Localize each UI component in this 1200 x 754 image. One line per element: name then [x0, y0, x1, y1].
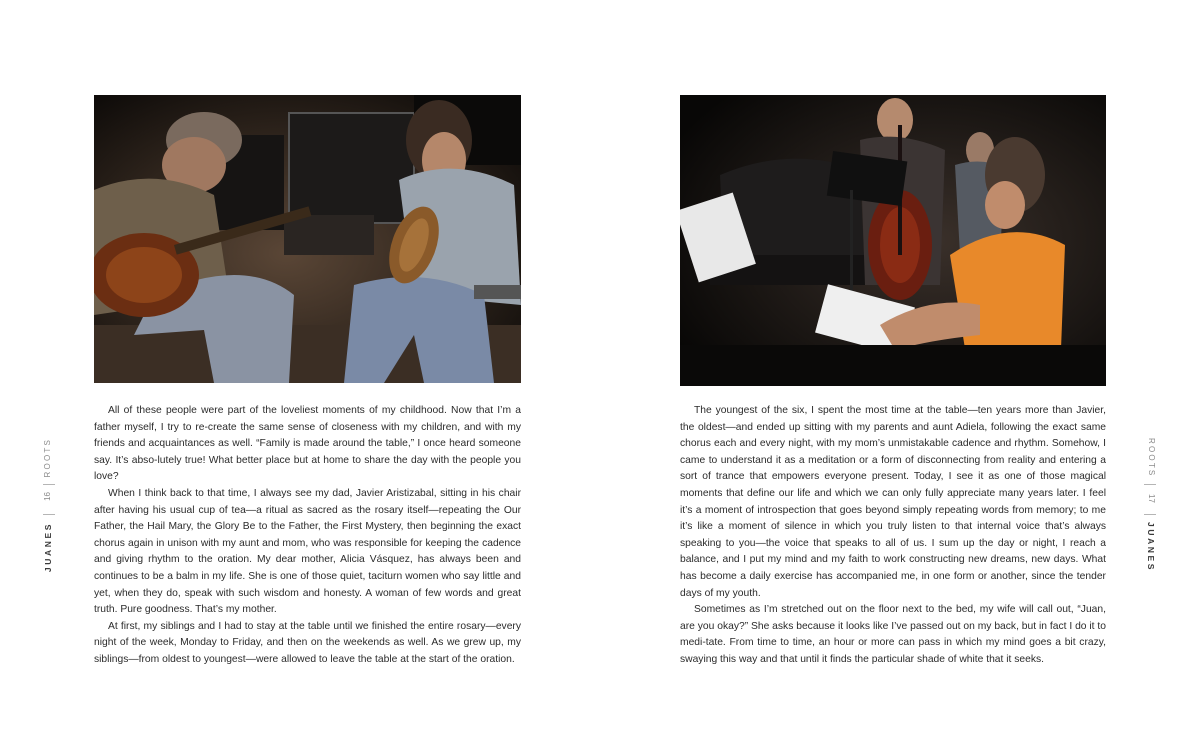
divider	[1144, 484, 1156, 485]
divider	[43, 514, 55, 515]
left-body-text	[94, 403, 521, 669]
photo-guitarists-image	[94, 95, 521, 383]
page-number: 16	[43, 492, 52, 501]
right-body-text	[680, 403, 1106, 669]
right-page	[600, 0, 1200, 754]
left-running-head	[43, 438, 55, 588]
divider	[43, 484, 55, 485]
paragraph: Sometimes as I’m stretched out on the floor next to the bed, my wife will call out, “Juan, are you okay?” She asks because it looks like I’ve passed out on my back, but in fact I do it to medi-tate. From time to time, an hour or more can pass in which my mind goes a bit crazy, swaying this way and that until it finds the particular shade of white that it seeks.	[680, 604, 1106, 665]
section-title: ROOTS	[43, 438, 52, 478]
author-name: JUANES	[1146, 522, 1156, 573]
right-running-head	[1144, 438, 1156, 588]
photo-rehearsal-image	[680, 95, 1106, 386]
paragraph: All of these people were part of the loveliest moments of my childhood. Now that I’m a father myself, I try to re-create the same sense of closeness with my children, and with my friends and acquaintances as well. “Family is made around the table,” I once heard someone say. It’s abso-lutely true! What better place but at home to share the day with the people you love?	[94, 405, 521, 483]
paragraph: The youngest of the six, I spent the most time at the table—ten years more than Javier, the oldest—and ended up sitting with my parents and aunt Adiela, following the exact same chorus each and every night, with my mom’s unmistakable cadence and rhythm. Somehow, I came to understand it as a meditation or a form of disconnecting from reality and entering a sort of trance that empowers everyone present. Today, I see it as one of those magical moments that define our life and which we can only fully appreciate many years later. I feel it’s a moment of introspection that goes beyond simply repeating words from memory; to me it’s like a moment of silence in which you truly listen to that internal voice that’s always speaking to you—the voice that speaks to all of us. I sum up the day or night, I reach a balance, and I put my mind and my faith to work constructing new dreams, new days. What has become a daily exercise has accompanied me, in one form or another, since the tender days of my youth.	[680, 405, 1106, 599]
section-title: ROOTS	[1147, 438, 1156, 478]
page-number: 17	[1147, 494, 1156, 503]
divider	[1144, 514, 1156, 515]
author-name: JUANES	[43, 522, 53, 573]
photo-guitarists	[94, 95, 521, 383]
paragraph: When I think back to that time, I always see my dad, Javier Aristizabal, sitting in his chair after having his usual cup of tea—a ritual as sacred as the rosary itself—repeating the Our Father, the Hail Mary, the Glory Be to the Father, the First Mystery, then beginning the exact chorus again in unison with my aunt and mom, who was responsible for keeping the cadence and giving rhythm to the oration. My dear mother, Alicia Vásquez, has always been and continues to be a balm in my life. She is one of those quiet, taciturn women who say little and yet, when they do, speak with such wisdom and honesty. A woman of few words and great truth. Pure goodness. That’s my mother.	[94, 487, 521, 616]
paragraph: At first, my siblings and I had to stay at the table until we finished the entire rosary—every night of the week, Monday to Friday, and then on the weekends as well. As we grew up, my siblings—from oldest to youngest—were allowed to leave the table at the start of the oration.	[94, 620, 521, 665]
photo-rehearsal	[680, 95, 1106, 386]
